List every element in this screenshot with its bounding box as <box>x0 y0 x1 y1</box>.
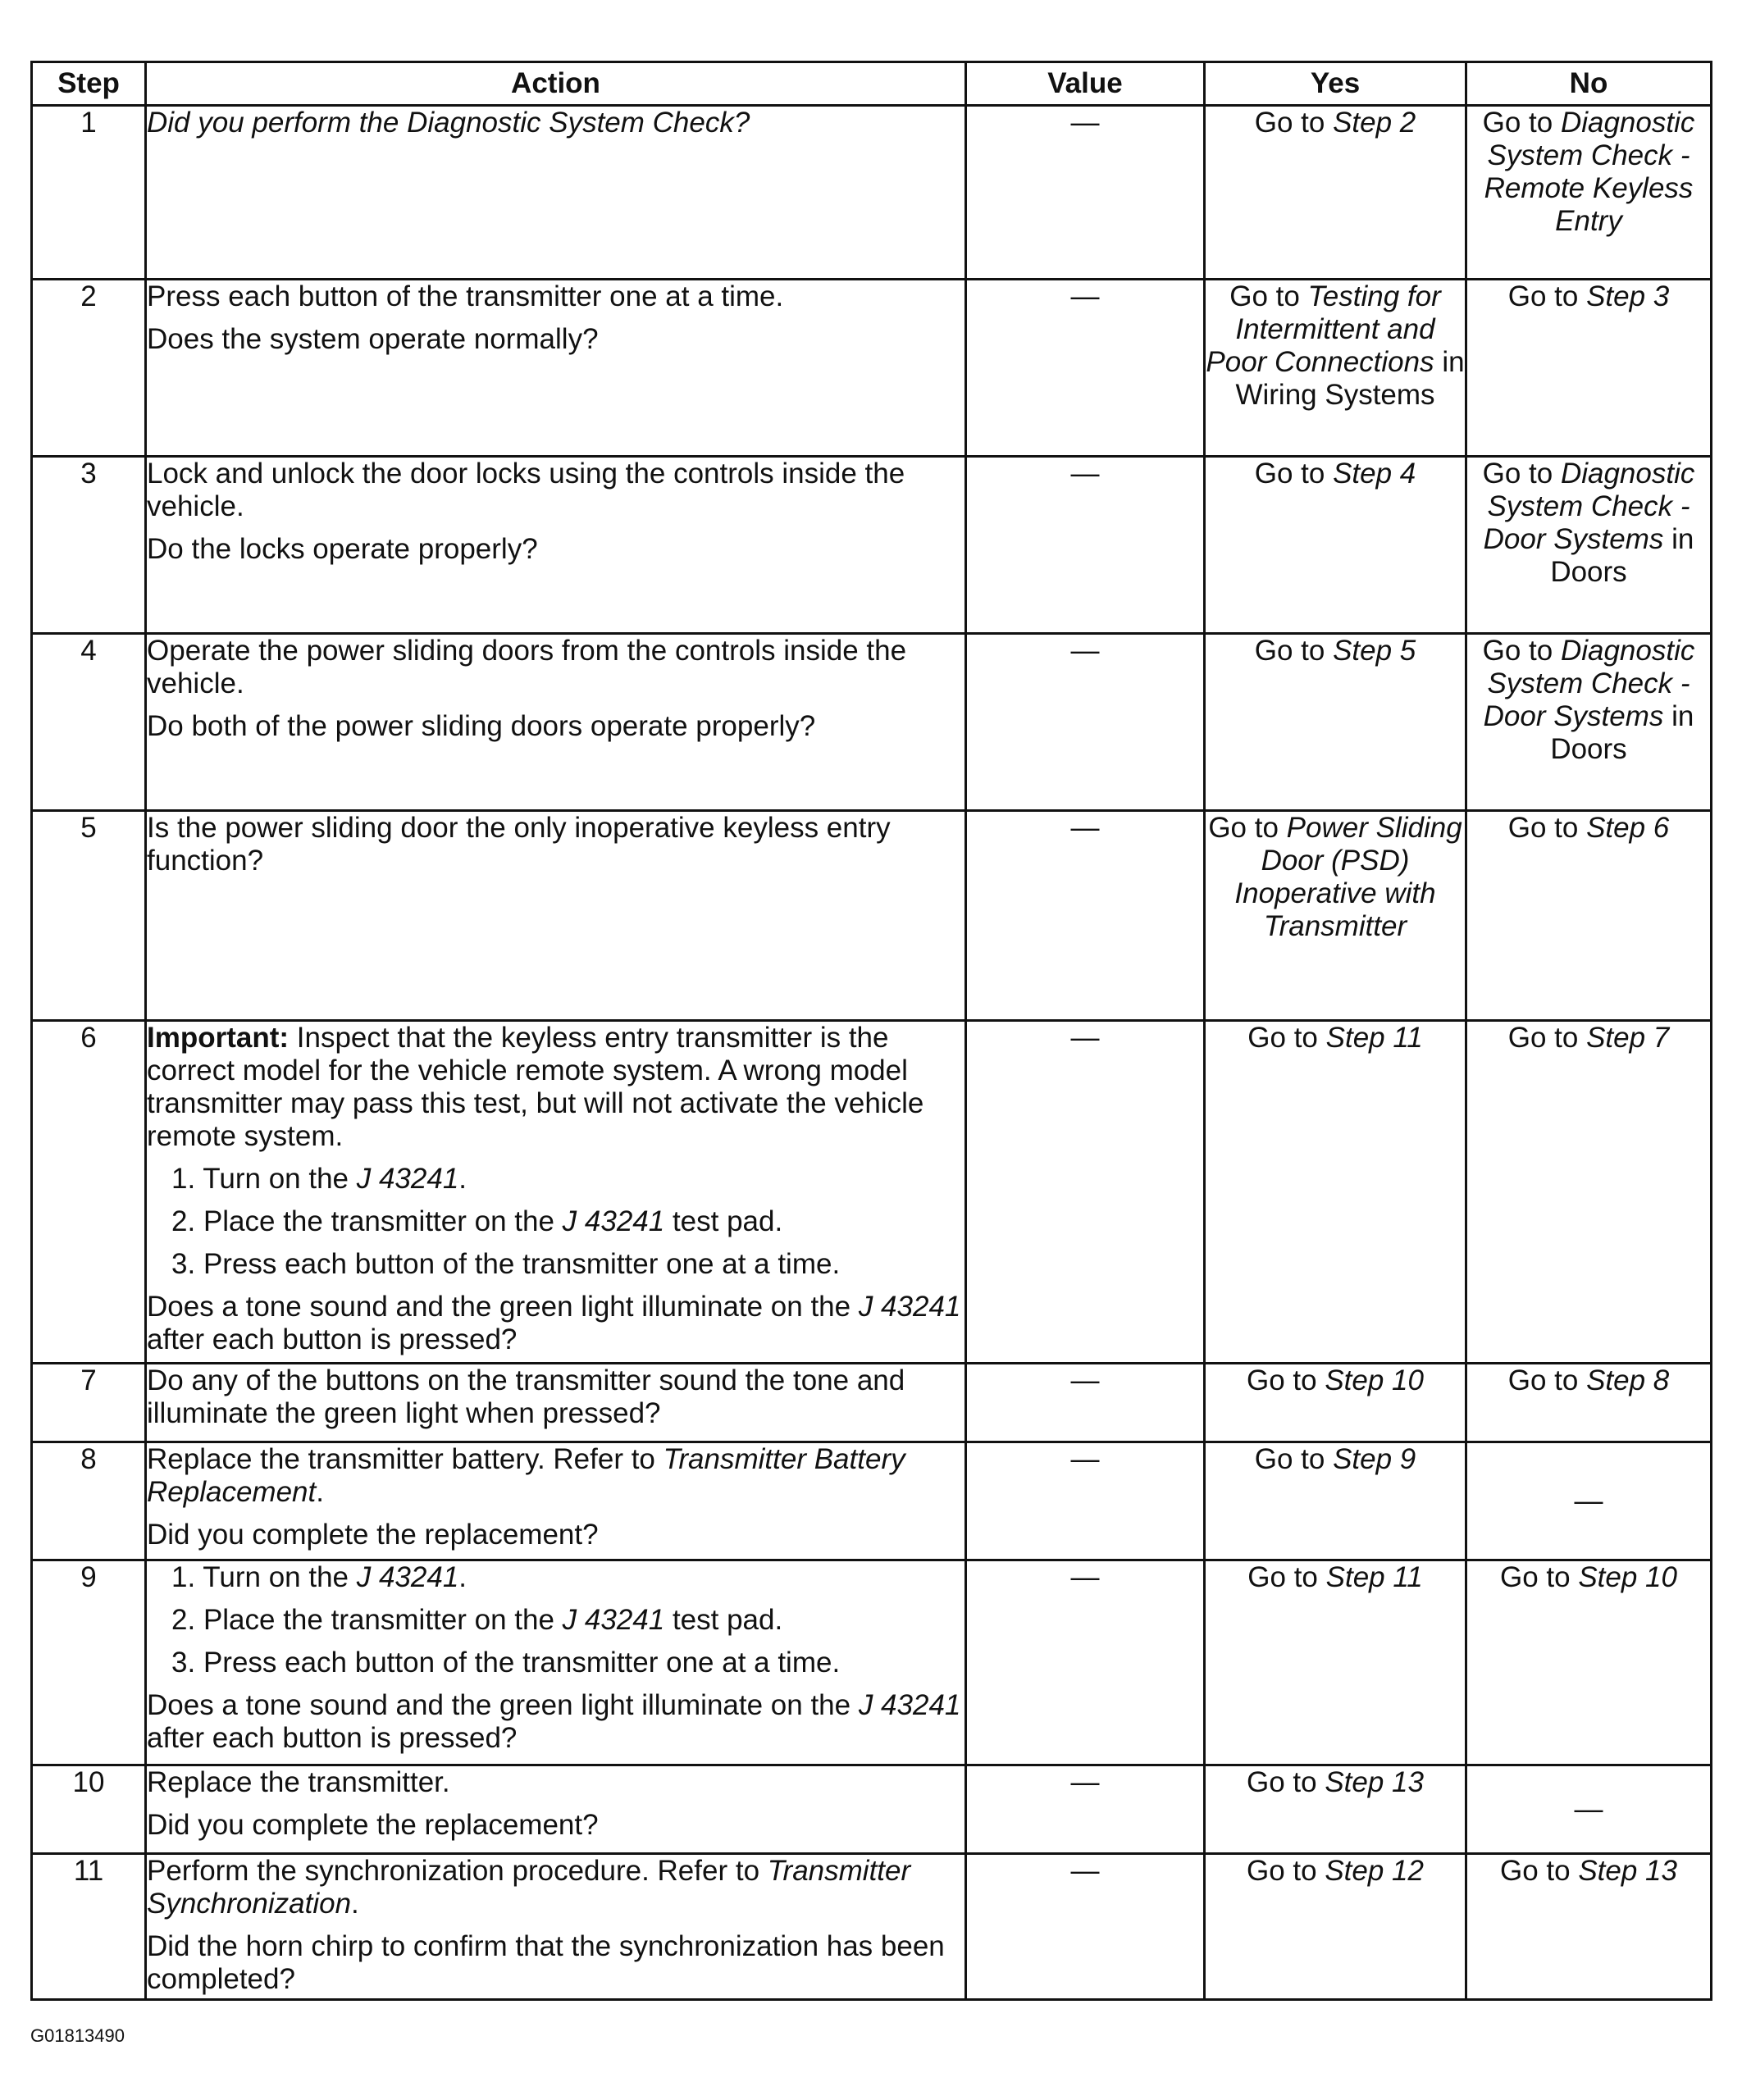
procedure-list <box>147 1561 964 1679</box>
no-link[interactable]: Step 7 <box>1586 1022 1670 1054</box>
action-cell <box>146 811 966 1021</box>
no-prefix: Go to <box>1482 107 1561 139</box>
value-cell: — <box>966 1021 1205 1364</box>
no-suffix: in Doors <box>1550 700 1694 765</box>
table-row <box>32 280 1712 457</box>
yes-prefix: Go to <box>1247 1364 1325 1396</box>
step-number: 2 <box>32 280 146 457</box>
action-text <box>147 1443 964 1509</box>
yes-link[interactable]: Step 9 <box>1333 1443 1416 1475</box>
no-cell <box>1466 634 1712 811</box>
table-row <box>32 1442 1712 1560</box>
question-text-end: after each button is pressed? <box>147 1722 518 1754</box>
no-cell <box>1466 280 1712 457</box>
header-row <box>32 62 1712 106</box>
table-row <box>32 1854 1712 2000</box>
yes-link[interactable]: Power Sliding Door (PSD) Inoperative with Transmitter <box>1234 812 1462 942</box>
list-text: Press each button of the transmitter one at a time. <box>203 1647 841 1679</box>
yes-link[interactable]: Step 12 <box>1325 1855 1424 1887</box>
step-number: 1 <box>32 106 146 280</box>
action-cell <box>146 280 966 457</box>
tool-ref: J 43241 <box>562 1604 665 1636</box>
no-link[interactable]: Step 6 <box>1586 812 1670 844</box>
no-prefix: Go to <box>1507 280 1587 312</box>
step-number: 11 <box>32 1854 146 2000</box>
no-suffix: in Doors <box>1550 523 1694 588</box>
no-prefix: Go to <box>1507 812 1587 844</box>
yes-prefix: Go to <box>1254 458 1334 490</box>
header-step: Step <box>32 62 146 106</box>
diagnostic-table <box>30 61 1712 2001</box>
no-cell <box>1466 106 1712 280</box>
action-question: Does the system operate normally? <box>147 323 599 355</box>
no-cell <box>1466 1364 1712 1442</box>
table-row <box>32 1765 1712 1854</box>
list-item <box>147 1604 964 1637</box>
value-cell: — <box>966 811 1205 1021</box>
table-row <box>32 1364 1712 1442</box>
list-number: 1. <box>171 1163 196 1195</box>
ref-text: Perform the synchronization procedure. Refer to <box>147 1855 768 1887</box>
tool-ref: J 43241 <box>858 1689 961 1721</box>
action-text <box>147 1855 964 1920</box>
tool-ref: J 43241 <box>356 1163 459 1195</box>
value-cell: — <box>966 106 1205 280</box>
no-link[interactable]: Step 10 <box>1578 1561 1677 1593</box>
no-cell <box>1466 1560 1712 1765</box>
no-cell: — <box>1466 1765 1712 1854</box>
action-question: Is the power sliding door the only inoperative keyless entry function? <box>147 812 891 877</box>
value-cell: — <box>966 457 1205 634</box>
yes-prefix: Go to <box>1254 1443 1334 1475</box>
yes-link[interactable]: Step 4 <box>1333 458 1416 490</box>
tool-ref: J 43241 <box>858 1291 961 1323</box>
yes-link[interactable]: Step 2 <box>1333 107 1416 139</box>
table-row <box>32 634 1712 811</box>
action-question: Do any of the buttons on the transmitter sound the tone and illuminate the green light when pressed? <box>147 1364 905 1429</box>
ref-text-end: . <box>316 1476 324 1508</box>
header-yes: Yes <box>1205 62 1466 106</box>
procedure-list <box>147 1163 964 1281</box>
yes-prefix: Go to <box>1247 1766 1325 1798</box>
table-row <box>32 1021 1712 1364</box>
yes-prefix: Go to <box>1208 812 1287 844</box>
no-prefix: Go to <box>1500 1561 1579 1593</box>
list-text-end: test pad. <box>664 1205 783 1237</box>
value-cell: — <box>966 1765 1205 1854</box>
action-question <box>147 1291 964 1356</box>
table-row <box>32 1560 1712 1765</box>
header-no: No <box>1466 62 1712 106</box>
tool-ref: J 43241 <box>562 1205 665 1237</box>
important-note <box>147 1022 964 1153</box>
no-prefix: Go to <box>1482 458 1561 490</box>
value-cell: — <box>966 1442 1205 1560</box>
no-prefix: Go to <box>1507 1022 1587 1054</box>
yes-prefix: Go to <box>1254 635 1334 667</box>
no-link[interactable]: Step 8 <box>1586 1364 1670 1396</box>
action-cell <box>146 634 966 811</box>
step-number: 3 <box>32 457 146 634</box>
tool-ref: J 43241 <box>356 1561 459 1593</box>
header-action: Action <box>146 62 966 106</box>
action-question: Did the horn chirp to confirm that the synchronization has been completed? <box>147 1930 945 1995</box>
no-link[interactable]: Step 13 <box>1578 1855 1677 1887</box>
header-value: Value <box>966 62 1205 106</box>
no-prefix: Go to <box>1507 1364 1587 1396</box>
action-text: Replace the transmitter. <box>147 1766 450 1798</box>
list-number: 1. <box>171 1561 196 1593</box>
list-item <box>147 1163 964 1196</box>
yes-link[interactable]: Testing for Intermittent and Poor Connections <box>1206 280 1441 378</box>
list-text: Place the transmitter on the <box>203 1205 563 1237</box>
no-cell <box>1466 457 1712 634</box>
action-question: Do the locks operate properly? <box>147 533 538 565</box>
yes-cell <box>1205 457 1466 634</box>
no-link[interactable]: Step 3 <box>1586 280 1670 312</box>
question-text: Does a tone sound and the green light illuminate on the <box>147 1291 859 1323</box>
step-number: 9 <box>32 1560 146 1765</box>
table-row <box>32 811 1712 1021</box>
list-number: 2. <box>171 1205 196 1237</box>
no-link[interactable]: Diagnostic System Check - Door Systems <box>1483 635 1695 732</box>
important-text: Inspect that the keyless entry transmitter is the correct model for the vehicle remote system. A wrong model transmitter may pass this test, but will not activate the vehicle remote system. <box>147 1022 924 1152</box>
action-text: Press each button of the transmitter one at a time. <box>147 280 784 312</box>
action-cell <box>146 106 966 280</box>
action-cell <box>146 457 966 634</box>
yes-cell <box>1205 1442 1466 1560</box>
list-item <box>147 1205 964 1238</box>
yes-suffix: in Wiring Systems <box>1235 346 1465 411</box>
step-number: 8 <box>32 1442 146 1560</box>
action-question: Do both of the power sliding doors operate properly? <box>147 710 816 742</box>
no-link[interactable]: Diagnostic System Check - Door Systems <box>1483 458 1695 555</box>
no-prefix: Go to <box>1500 1855 1579 1887</box>
list-text: Press each button of the transmitter one at a time. <box>203 1248 841 1280</box>
yes-link[interactable]: Step 13 <box>1325 1766 1424 1798</box>
list-text: Turn on the <box>203 1163 357 1195</box>
no-cell <box>1466 1021 1712 1364</box>
no-cell <box>1466 1854 1712 2000</box>
yes-cell <box>1205 811 1466 1021</box>
no-cell <box>1466 811 1712 1021</box>
no-link[interactable]: Diagnostic System Check - Remote Keyless Entry <box>1484 107 1695 237</box>
list-text: Turn on the <box>203 1561 357 1593</box>
action-cell <box>146 1021 966 1364</box>
action-question: Did you complete the replacement? <box>147 1809 599 1841</box>
yes-prefix: Go to <box>1254 107 1334 139</box>
step-number: 10 <box>32 1765 146 1854</box>
yes-link[interactable]: Step 11 <box>1325 1022 1423 1054</box>
list-text-end: . <box>458 1163 467 1195</box>
yes-cell <box>1205 1560 1466 1765</box>
yes-link[interactable]: Step 10 <box>1325 1364 1424 1396</box>
value-cell: — <box>966 1364 1205 1442</box>
step-number: 7 <box>32 1364 146 1442</box>
list-text: Place the transmitter on the <box>203 1604 563 1636</box>
value-cell: — <box>966 634 1205 811</box>
action-cell <box>146 1765 966 1854</box>
question-text: Does a tone sound and the green light illuminate on the <box>147 1689 859 1721</box>
yes-cell <box>1205 634 1466 811</box>
action-cell <box>146 1442 966 1560</box>
yes-cell <box>1205 106 1466 280</box>
yes-cell <box>1205 1765 1466 1854</box>
value-cell: — <box>966 280 1205 457</box>
yes-cell <box>1205 1021 1466 1364</box>
list-item <box>147 1561 964 1594</box>
step-number: 6 <box>32 1021 146 1364</box>
yes-cell <box>1205 1364 1466 1442</box>
list-number: 3. <box>171 1248 196 1280</box>
yes-prefix: Go to <box>1247 1022 1326 1054</box>
yes-prefix: Go to <box>1247 1561 1326 1593</box>
yes-cell <box>1205 1854 1466 2000</box>
action-text: Did you perform the Diagnostic System Check? <box>147 107 750 139</box>
list-number: 2. <box>171 1604 196 1636</box>
yes-link[interactable]: Step 11 <box>1325 1561 1423 1593</box>
yes-cell <box>1205 280 1466 457</box>
figure-code: G01813490 <box>30 2025 125 2046</box>
list-text-end: . <box>458 1561 467 1593</box>
table-row <box>32 457 1712 634</box>
list-item <box>147 1248 964 1281</box>
action-question <box>147 1689 964 1755</box>
important-label: Important: <box>147 1022 290 1054</box>
action-cell <box>146 1854 966 2000</box>
ref-text-end: . <box>351 1888 359 1920</box>
question-text-end: after each button is pressed? <box>147 1323 518 1355</box>
yes-prefix: Go to <box>1247 1855 1325 1887</box>
table-row <box>32 106 1712 280</box>
action-text: Lock and unlock the door locks using the controls inside the vehicle. <box>147 458 905 522</box>
list-number: 3. <box>171 1647 196 1679</box>
step-number: 4 <box>32 634 146 811</box>
ref-link[interactable]: Transmitter Battery Replacement <box>147 1443 905 1508</box>
step-number: 5 <box>32 811 146 1021</box>
action-cell <box>146 1560 966 1765</box>
no-cell: — <box>1466 1442 1712 1560</box>
yes-link[interactable]: Step 5 <box>1333 635 1416 667</box>
yes-prefix: Go to <box>1229 280 1308 312</box>
no-prefix: Go to <box>1482 635 1561 667</box>
value-cell: — <box>966 1854 1205 2000</box>
value-cell: — <box>966 1560 1205 1765</box>
ref-link[interactable]: Transmitter Synchronization <box>147 1855 911 1920</box>
action-question: Did you complete the replacement? <box>147 1519 599 1551</box>
action-text: Operate the power sliding doors from the controls inside the vehicle. <box>147 635 907 699</box>
ref-text: Replace the transmitter battery. Refer to <box>147 1443 664 1475</box>
list-text-end: test pad. <box>664 1604 783 1636</box>
list-item <box>147 1647 964 1679</box>
action-cell <box>146 1364 966 1442</box>
